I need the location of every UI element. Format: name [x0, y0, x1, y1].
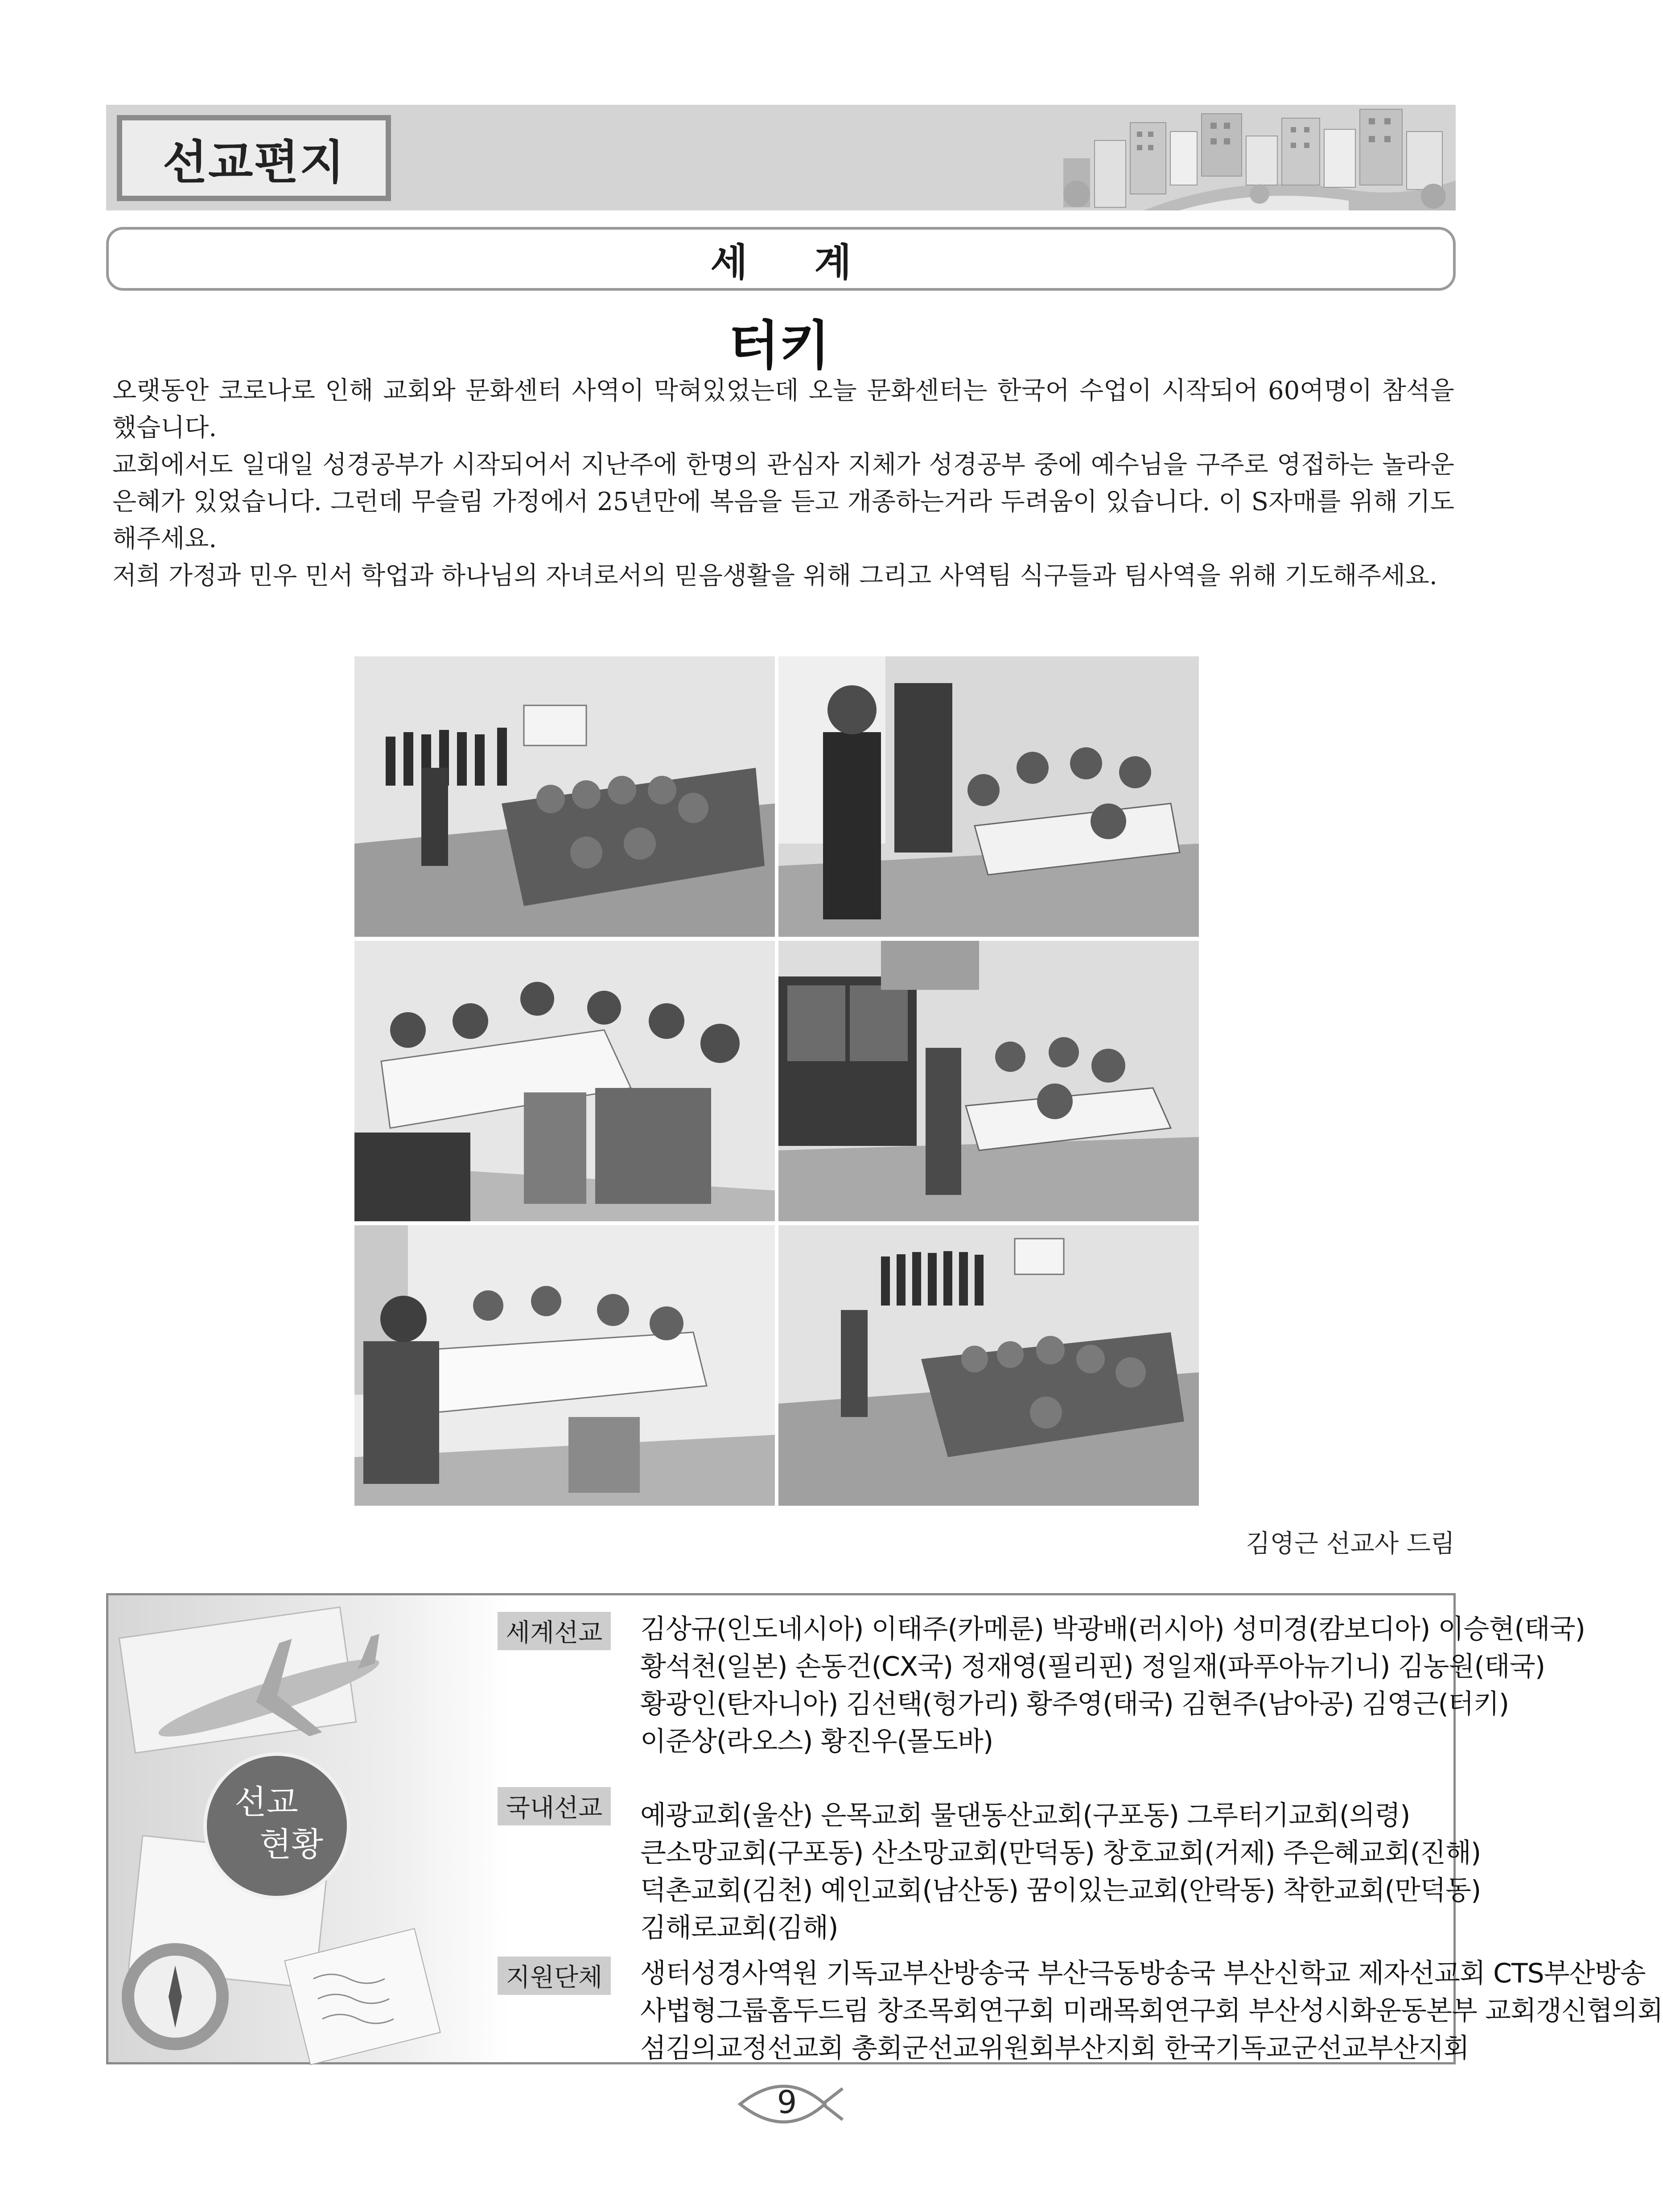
signature: 김영근 선교사 드림: [1246, 1529, 1455, 1558]
label-support-organizations: 지원단체: [498, 1957, 611, 1995]
letter-paragraph: 저희 가정과 민우 민서 학업과 하나님의 자녀로서의 믿음생활을 위해 그리고 사역팀 식구들과 팀사역을 위해 기도해주세요.: [112, 561, 1437, 590]
world-missions-list: [640, 1611, 1585, 1760]
page-number: 9: [777, 2084, 797, 2121]
list-line: 이준상(라오스) 황진우(몰도바): [640, 1726, 993, 1757]
badge-line-2: 현황: [259, 1825, 323, 1864]
label-world-missions: 세계선교: [498, 1612, 611, 1650]
list-line: 덕촌교회(김천) 예인교회(남산동) 꿈이있는교회(안락동) 착한교회(만덕동): [640, 1875, 1481, 1906]
photo-classroom-4: [778, 941, 1199, 1221]
photo-classroom-6: [778, 1225, 1199, 1506]
photo-classroom-1: [354, 656, 775, 937]
photo-classroom-2: [778, 656, 1199, 937]
photo-classroom-5: [354, 1225, 775, 1506]
country-title: 터키: [729, 315, 830, 376]
list-line: 황석천(일본) 손동건(CX국) 정재영(필리핀) 정일재(파푸아뉴기니) 김농원(태국): [640, 1651, 1545, 1682]
list-line: 김상규(인도네시아) 이태주(카메룬) 박광배(러시아) 성미경(캄보디아) 이승현(태국): [640, 1614, 1585, 1645]
list-line: 사법형그룹홈두드림 창조목회연구회 미래목회연구회 부산성시화운동본부 교회갱신협의회: [640, 1995, 1663, 2027]
mission-status-box: [106, 1593, 1663, 2064]
photo-classroom-3: [354, 941, 775, 1221]
letter-body: [112, 372, 1454, 594]
support-organizations-list: [640, 1955, 1663, 2067]
photo-grid: [354, 656, 1199, 1502]
badge-line-1: 선교: [235, 1783, 298, 1821]
list-line: 큰소망교회(구포동) 산소망교회(만덕동) 창호교회(거제) 주은혜교회(진해): [640, 1837, 1481, 1869]
list-line: 예광교회(울산) 은목교회 물댄동산교회(구포동) 그루터기교회(의령): [640, 1800, 1410, 1831]
category-bar: 세 계: [106, 227, 1456, 291]
label-domestic-missions: 국내선교: [498, 1787, 611, 1825]
list-line: 황광인(탄자니아) 김선택(헝가리) 황주영(태국) 김현주(남아공) 김영근(터키): [640, 1689, 1509, 1720]
mission-status-badge: [203, 1752, 350, 1899]
list-line: 생터성경사역원 기독교부산방송국 부산극동방송국 부산신학교 제자선교회 CTS부산방송: [640, 1958, 1646, 1989]
list-line: 섬김의교정선교회 총회군선교위원회부산지회 한국기독교군선교부산지회: [640, 2033, 1469, 2064]
list-line: 김해로교회(김해): [640, 1912, 838, 1944]
letter-paragraph: 교회에서도 일대일 성경공부가 시작되어서 지난주에 한명의 관심자 지체가 성경공부 중에 예수님을 구주로 영접하는 놀라운 은혜가 있었습니다. 그런데 무슬림 가정에서 25년만에 복음을 듣고 개종하는거라 두려움이 있습니다. 이 S자매를 위해 기도해주세요.: [112, 450, 1454, 553]
domestic-missions-list: [640, 1797, 1559, 1947]
page-footer: [731, 2073, 847, 2135]
city-illustration: [1010, 105, 1456, 210]
section-label: 선교편지: [117, 115, 391, 201]
letter-paragraph: 오랫동안 코로나로 인해 교회와 문화센터 사역이 막혀있었는데 오늘 문화센터는 한국어 수업이 시작되어 60여명이 참석을 했습니다.: [112, 376, 1454, 442]
